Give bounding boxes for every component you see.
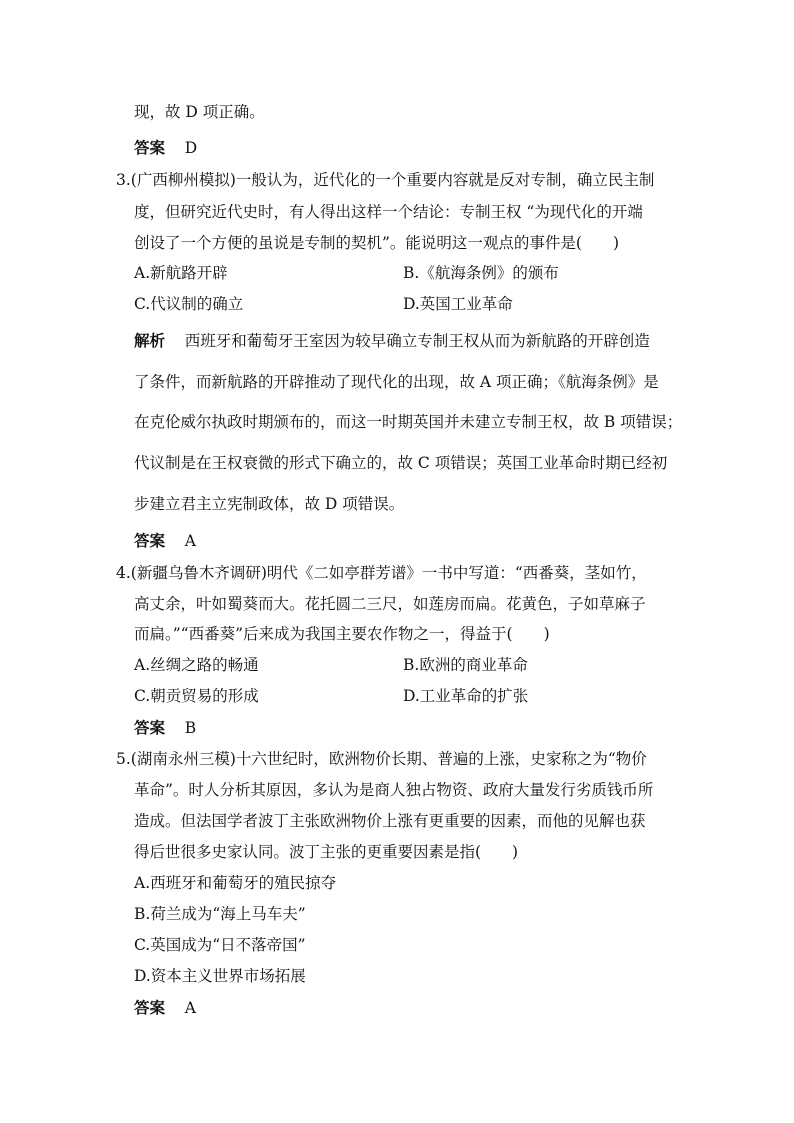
question-3-analysis-line-2: 了条件，而新航路的开辟推动了现代化的出现，故 A 项正确；《航海条例》是	[134, 373, 659, 391]
answer-label: 答案	[134, 998, 166, 1017]
answer-label: 答案	[134, 138, 166, 157]
question-5-line-1: 5.(湖南永州三模)十六世纪时，欧洲物价长期、普遍的上涨，史家称之为“物价	[116, 750, 647, 768]
question-5-option-d: D.资本主义世界市场拓展	[134, 967, 306, 985]
question-3-analysis-line-1	[134, 331, 650, 351]
answer-label: 答案	[134, 531, 166, 550]
question-5-option-c: C.英国成为“日不落帝国”	[134, 936, 306, 954]
question-5-line-2: 革命”。时人分析其原因，多认为是商人独占物资、政府大量发行劣质钱币所	[134, 781, 654, 799]
question-3-option-a: A.新航路开辟	[134, 264, 228, 282]
question-4-answer	[134, 718, 196, 738]
question-3-line-1: 3.(广西柳州模拟)一般认为，近代化的一个重要内容就是反对专制，确立民主制	[116, 171, 655, 189]
question-3-option-d: D.英国工业革命	[403, 295, 513, 313]
question-3-analysis-line-4: 代议制是在王权衰微的形式下确立的，故 C 项错误；英国工业革命时期已经初	[134, 454, 668, 472]
analysis-label: 解析	[134, 331, 166, 350]
question-5-answer	[134, 998, 196, 1018]
question-4-option-c: C.朝贡贸易的形成	[134, 687, 259, 705]
question-4-option-d: D.工业革命的扩张	[403, 687, 529, 705]
question-5-option-a: A.西班牙和葡萄牙的殖民掠夺	[134, 874, 337, 892]
prev-answer	[134, 138, 197, 158]
question-5-option-b: B.荷兰成为“海上马车夫”	[134, 905, 306, 923]
prev-analysis-continuation: 现，故 D 项正确。	[134, 103, 265, 121]
question-3-analysis-line-3: 在克伦威尔执政时期颁布的，而这一时期英国并未建立专制王权，故 B 项错误；	[134, 413, 683, 431]
answer-value: A	[184, 532, 196, 550]
answer-value: D	[184, 139, 198, 157]
question-4-option-b: B.欧洲的商业革命	[403, 656, 528, 674]
question-3-option-b: B.《航海条例》的颁布	[403, 264, 559, 282]
question-4-line-2: 高丈余，叶如蜀葵而大。花托圆二三尺，如莲房而扁。花黄色，子如草麻子	[134, 595, 646, 613]
question-4-line-3: 而扁。”“西番葵”后来成为我国主要农作物之一，得益于( )	[134, 625, 550, 643]
question-3-analysis-line-5: 步建立君主立宪制政体，故 D 项错误。	[134, 495, 405, 513]
analysis-text: 西班牙和葡萄牙王室因为较早确立专制王权从而为新航路的开辟创造	[184, 332, 650, 350]
question-3-line-3: 创设了一个方便的虽说是专制的契机”。能说明这一观点的事件是( )	[134, 234, 620, 252]
question-3-line-2: 度，但研究近代史时，有人得出这样一个结论：专制王权 “为现代化的开端	[134, 203, 643, 221]
answer-label: 答案	[134, 718, 166, 737]
question-5-line-4: 得后世很多史家认同。波丁主张的更重要因素是指( )	[134, 843, 519, 861]
question-3-option-c: C.代议制的确立	[134, 295, 244, 313]
question-4-line-1: 4.(新疆乌鲁木齐调研)明代《二如亭群芳谱》一书中写道：“西番葵，茎如竹，	[116, 564, 647, 582]
question-3-answer	[134, 531, 196, 551]
question-4-option-a: A.丝绸之路的畅通	[134, 656, 259, 674]
question-5-line-3: 造成。但法国学者波丁主张欧洲物价上涨有更重要的因素，而他的见解也获	[134, 812, 646, 830]
answer-value: B	[184, 719, 197, 737]
answer-value: A	[184, 999, 196, 1017]
